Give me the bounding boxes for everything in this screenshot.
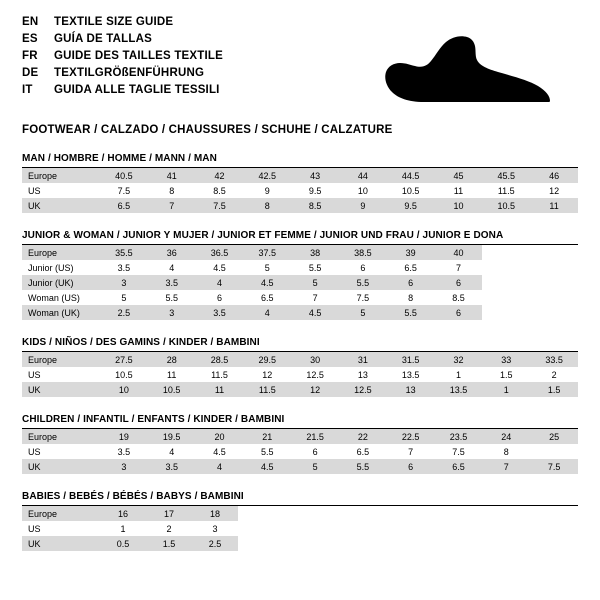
cell: 5 [121,292,127,303]
size-group-man [22,153,578,213]
cell: 3.5 [117,446,131,457]
cell: 9 [264,185,270,196]
cell: 5 [264,262,270,273]
cell: 4.5 [291,305,339,320]
language-code: IT [22,84,33,96]
cell: 6 [387,459,435,474]
language-code: DE [22,67,39,79]
page-title: FOOTWEAR / CALZADO / CHAUSSURES / SCHUHE / CALZATURE [22,124,393,136]
table-row [22,521,578,536]
group-title: KIDS / NIÑOS / DES GAMINS / KINDER / BAMBINI [22,337,578,352]
table-row [22,506,578,521]
cell: 8.5 [291,198,339,213]
cell: 35.5 [100,245,148,260]
cell: 5.5 [308,262,322,273]
size-table [22,168,578,213]
cell: 3.5 [148,275,196,290]
cell: 3.5 [148,459,196,474]
cell-empty [530,305,578,320]
language-title: GUIDE DES TAILLES TEXTILE [54,50,223,62]
cell-empty [482,275,530,290]
row-label: US [28,185,41,196]
row-label: UK [22,536,100,551]
cell: 37.5 [243,245,291,260]
cell: 4 [196,459,244,474]
cell: 1 [120,523,126,534]
cell: 5 [339,305,387,320]
size-table [22,245,578,320]
cell: 5.5 [339,275,387,290]
cell: 11 [453,185,464,196]
table-row [22,352,578,367]
table-row [22,183,578,198]
table-row [22,245,578,260]
group-title: JUNIOR & WOMAN / JUNIOR Y MUJER / JUNIOR ET FEMME / JUNIOR UND FRAU / JUNIOR E DONA [22,230,578,245]
cell: 40 [435,245,483,260]
table-row [22,382,578,397]
cell: 45.5 [482,168,530,183]
cell: 11.5 [243,382,291,397]
dress-shoe-silhouette-icon [370,30,560,110]
cell: 5 [291,275,339,290]
cell: 11.5 [497,185,515,196]
cell: 41 [148,168,196,183]
cell: 9 [339,198,387,213]
cell: 33.5 [530,352,578,367]
cell: 1 [482,382,530,397]
row-label: US [28,446,41,457]
cell: 31.5 [387,352,435,367]
cell: 4 [243,305,291,320]
cell: 23.5 [435,429,483,444]
cell: 42 [196,168,244,183]
cell: 21.5 [291,429,339,444]
cell: 28 [148,352,196,367]
row-label: Europe [22,352,100,367]
row-label: Europe [22,429,100,444]
size-group-kids [22,337,578,397]
cell: 4.5 [243,459,291,474]
cell: 11 [530,198,578,213]
cell: 7 [408,446,414,457]
language-code: EN [22,16,39,28]
cell-empty [482,305,530,320]
cell: 19 [100,429,148,444]
row-label: Europe [22,168,100,183]
size-group-babies [22,491,578,551]
cell: 7 [312,292,318,303]
cell: 13 [357,369,368,380]
cell: 5.5 [387,305,435,320]
cell: 1.5 [500,369,513,380]
cell: 12.5 [339,382,387,397]
language-row [22,82,223,99]
cell [530,444,578,459]
cell: 6.5 [404,262,417,273]
cell: 17 [146,506,192,521]
cell: 1.5 [146,536,192,551]
cell: 43 [291,168,339,183]
cell: 3 [100,459,148,474]
row-label: Junior (UK) [22,275,100,290]
cell: 8.5 [452,292,465,303]
table-row [22,367,578,382]
cell-empty [482,260,530,275]
cell: 38 [291,245,339,260]
cell-empty [482,290,530,305]
language-title: GUIDA ALLE TAGLIE TESSILI [54,84,220,96]
row-label: UK [22,198,100,213]
row-label: Woman (UK) [22,305,100,320]
group-title: CHILDREN / INFANTIL / ENFANTS / KINDER / BAMBINI [22,414,578,429]
cell: 30 [291,352,339,367]
cell: 2 [551,369,557,380]
cell: 3 [100,275,148,290]
cell: 8 [169,185,175,196]
cell: 45 [435,168,483,183]
cell: 9.5 [387,198,435,213]
cell: 1.5 [530,382,578,397]
cell: 10.5 [401,185,420,196]
cell: 44 [339,168,387,183]
cell: 13 [387,382,435,397]
cell: 5 [291,459,339,474]
cell: 18 [192,506,238,521]
cell: 3 [148,305,196,320]
cell: 6.5 [261,292,274,303]
cell: 27.5 [100,352,148,367]
cell: 8 [243,198,291,213]
cell: 32 [435,352,483,367]
cell: 3 [212,523,218,534]
cell: 40.5 [100,168,148,183]
cell-empty [238,521,578,536]
table-row [22,260,578,275]
cell: 1 [455,369,461,380]
table-row [22,444,578,459]
cell-empty [530,260,578,275]
cell: 3.5 [196,305,244,320]
cell: 44.5 [387,168,435,183]
cell: 7.5 [530,459,578,474]
cell: 36 [148,245,196,260]
row-label: Woman (US) [28,292,80,303]
cell: 2 [166,523,172,534]
cell-empty [238,536,578,551]
cell: 13.5 [435,382,483,397]
table-row [22,168,578,183]
cell: 8.5 [213,185,226,196]
cell: 6 [360,262,366,273]
cell: 6 [435,275,483,290]
group-title: MAN / HOMBRE / HOMME / MANN / MAN [22,153,578,168]
cell-empty [238,506,578,521]
row-label: Europe [22,245,100,260]
cell: 9.5 [308,185,322,196]
cell: 4 [196,275,244,290]
cell-empty [530,290,578,305]
cell: 10.5 [148,382,196,397]
table-row [22,459,578,474]
cell: 4 [169,446,175,457]
cell: 4.5 [213,262,226,273]
cell: 0.5 [100,536,146,551]
language-code: ES [22,33,38,45]
cell: 6 [435,305,483,320]
cell: 10 [100,382,148,397]
cell: 24 [482,429,530,444]
page-header [22,14,578,110]
cell: 6.5 [100,198,148,213]
language-code: FR [22,50,38,62]
row-label: UK [22,459,100,474]
cell-empty [530,275,578,290]
cell: 4 [169,262,175,273]
cell: 22 [339,429,387,444]
cell: 8 [503,446,509,457]
language-title-list [22,14,223,99]
cell: 8 [408,292,414,303]
cell: 3.5 [117,262,131,273]
table-row [22,536,578,551]
cell: 19.5 [148,429,196,444]
table-row [22,275,578,290]
cell: 10.5 [482,198,530,213]
cell: 20 [196,429,244,444]
cell: 11.5 [211,369,228,380]
cell: 12 [549,185,560,196]
language-title: TEXTILE SIZE GUIDE [54,16,174,28]
language-row [22,48,223,65]
size-table [22,506,578,551]
cell: 12.5 [306,369,324,380]
cell: 7.5 [356,292,370,303]
cell: 2.5 [192,536,238,551]
cell: 6.5 [356,446,370,457]
language-title: TEXTILGRÖßENFÜHRUNG [54,67,205,79]
cell: 22.5 [387,429,435,444]
size-group-junior-woman [22,230,578,320]
row-label: Junior (US) [28,262,74,273]
cell: 33 [482,352,530,367]
cell: 13.5 [401,369,420,380]
group-title: BABIES / BEBÉS / BÉBÉS / BABYS / BAMBINI [22,491,578,506]
cell: 4.5 [213,446,226,457]
cell: 31 [339,352,387,367]
size-table [22,429,578,474]
cell: 16 [100,506,146,521]
language-row [22,14,223,31]
row-label: US [28,369,41,380]
cell: 7.5 [117,185,131,196]
cell: 6 [216,292,222,303]
cell-empty [482,245,530,260]
cell: 10 [357,185,368,196]
cell: 39 [387,245,435,260]
language-row [22,31,223,48]
cell: 7 [482,459,530,474]
cell: 5.5 [261,446,274,457]
cell: 6.5 [435,459,483,474]
cell: 7 [455,262,461,273]
cell: 7.5 [452,446,465,457]
language-title: GUÍA DE TALLAS [54,33,152,45]
cell: 7 [148,198,196,213]
cell: 2.5 [100,305,148,320]
cell: 10.5 [115,369,133,380]
cell: 6 [387,275,435,290]
size-table [22,352,578,397]
row-label: Europe [22,506,100,521]
cell: 28.5 [196,352,244,367]
cell: 38.5 [339,245,387,260]
cell: 11 [167,369,177,380]
cell: 12 [262,369,273,380]
cell: 6 [312,446,318,457]
table-row [22,198,578,213]
cell: 29.5 [243,352,291,367]
cell: 7.5 [196,198,244,213]
table-row [22,305,578,320]
table-row [22,290,578,305]
cell: 36.5 [196,245,244,260]
table-row [22,429,578,444]
cell: 12 [291,382,339,397]
cell: 5.5 [165,292,178,303]
cell: 46 [530,168,578,183]
size-group-children [22,414,578,474]
cell: 42.5 [243,168,291,183]
cell: 10 [435,198,483,213]
cell-empty [530,245,578,260]
cell: 25 [530,429,578,444]
row-label: US [28,523,41,534]
language-row [22,65,223,82]
row-label: UK [22,382,100,397]
cell: 4.5 [243,275,291,290]
cell: 21 [243,429,291,444]
cell: 11 [196,382,244,397]
cell: 5.5 [339,459,387,474]
